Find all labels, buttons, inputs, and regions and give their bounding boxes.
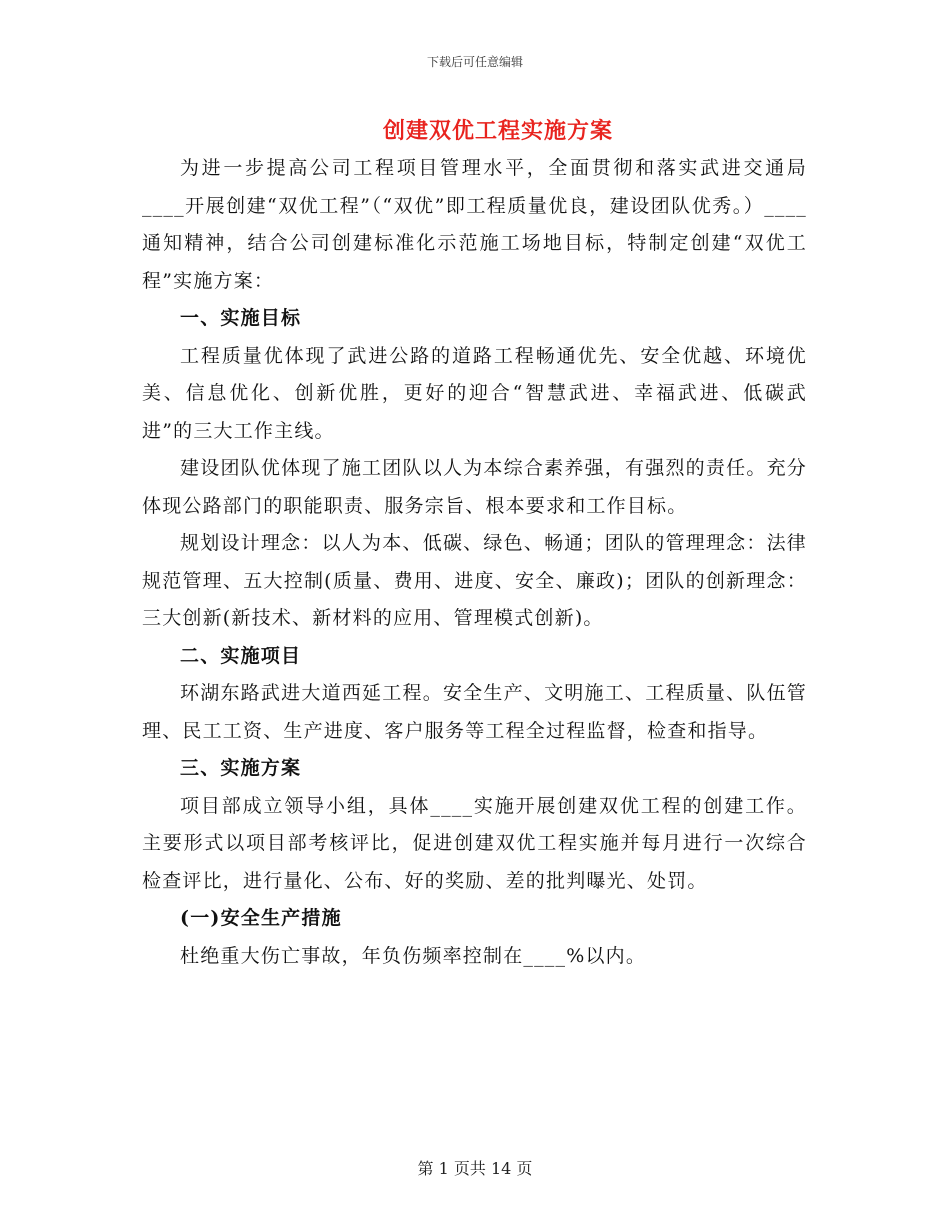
- header-note: 下载后可任意编辑: [426, 55, 523, 69]
- section-heading-plan: 三、实施方案: [180, 757, 302, 779]
- plan-paragraph: 项目部成立领导小组，具体____实施开展创建双优工程的创建工作。主要形式以项目部考核评比，促进创建双优工程实施并每月进行一次综合检查评比，进行量化、公布、好的奖励、差的批判曝光、处罚。: [142, 794, 807, 892]
- document-title: 创建双优工程实施方案: [382, 118, 613, 144]
- section-heading-projects: 二、实施项目: [180, 644, 302, 667]
- intro-paragraph: 为进一步提高公司工程项目管理水平，全面贯彻和落实武进交通局____开展创建“双优工程”（“双优”即工程质量优良，建设团队优秀。）____通知精神，结合公司创建标准化示范施工场地目标，特制定创建“双优工程”实施方案：: [142, 157, 807, 292]
- section-heading-goals: 一、实施目标: [180, 307, 302, 329]
- projects-paragraph: 环湖东路武进大道西延工程。安全生产、文明施工、工程质量、队伍管理、民工工资、生产进度、客户服务等工程全过程监督，检查和指导。: [142, 682, 807, 742]
- goals-paragraph-concepts: 规划设计理念：以人为本、低碳、绿色、畅通；团队的管理理念：法律规范管理、五大控制(质量、费用、进度、安全、廉政)；团队的创新理念：三大创新(新技术、新材料的应用、管理模式创新)。: [142, 532, 807, 629]
- goals-paragraph-team: 建设团队优体现了施工团队以人为本综合素养强，有强烈的责任。充分体现公路部门的职能职责、服务宗旨、根本要求和工作目标。: [142, 457, 807, 517]
- safety-paragraph: 杜绝重大伤亡事故，年负伤频率控制在____%以内。: [180, 944, 647, 967]
- subsection-heading-safety: (一)安全生产措施: [180, 907, 342, 929]
- goals-paragraph-quality: 工程质量优体现了武进公路的道路工程畅通优先、安全优越、环境优美、信息优化、创新优胜，更好的迎合“智慧武进、幸福武进、低碳武进”的三大工作主线。: [142, 344, 807, 442]
- page-footer: 第 1 页共 14 页: [417, 1159, 533, 1178]
- document-body: [142, 150, 807, 975]
